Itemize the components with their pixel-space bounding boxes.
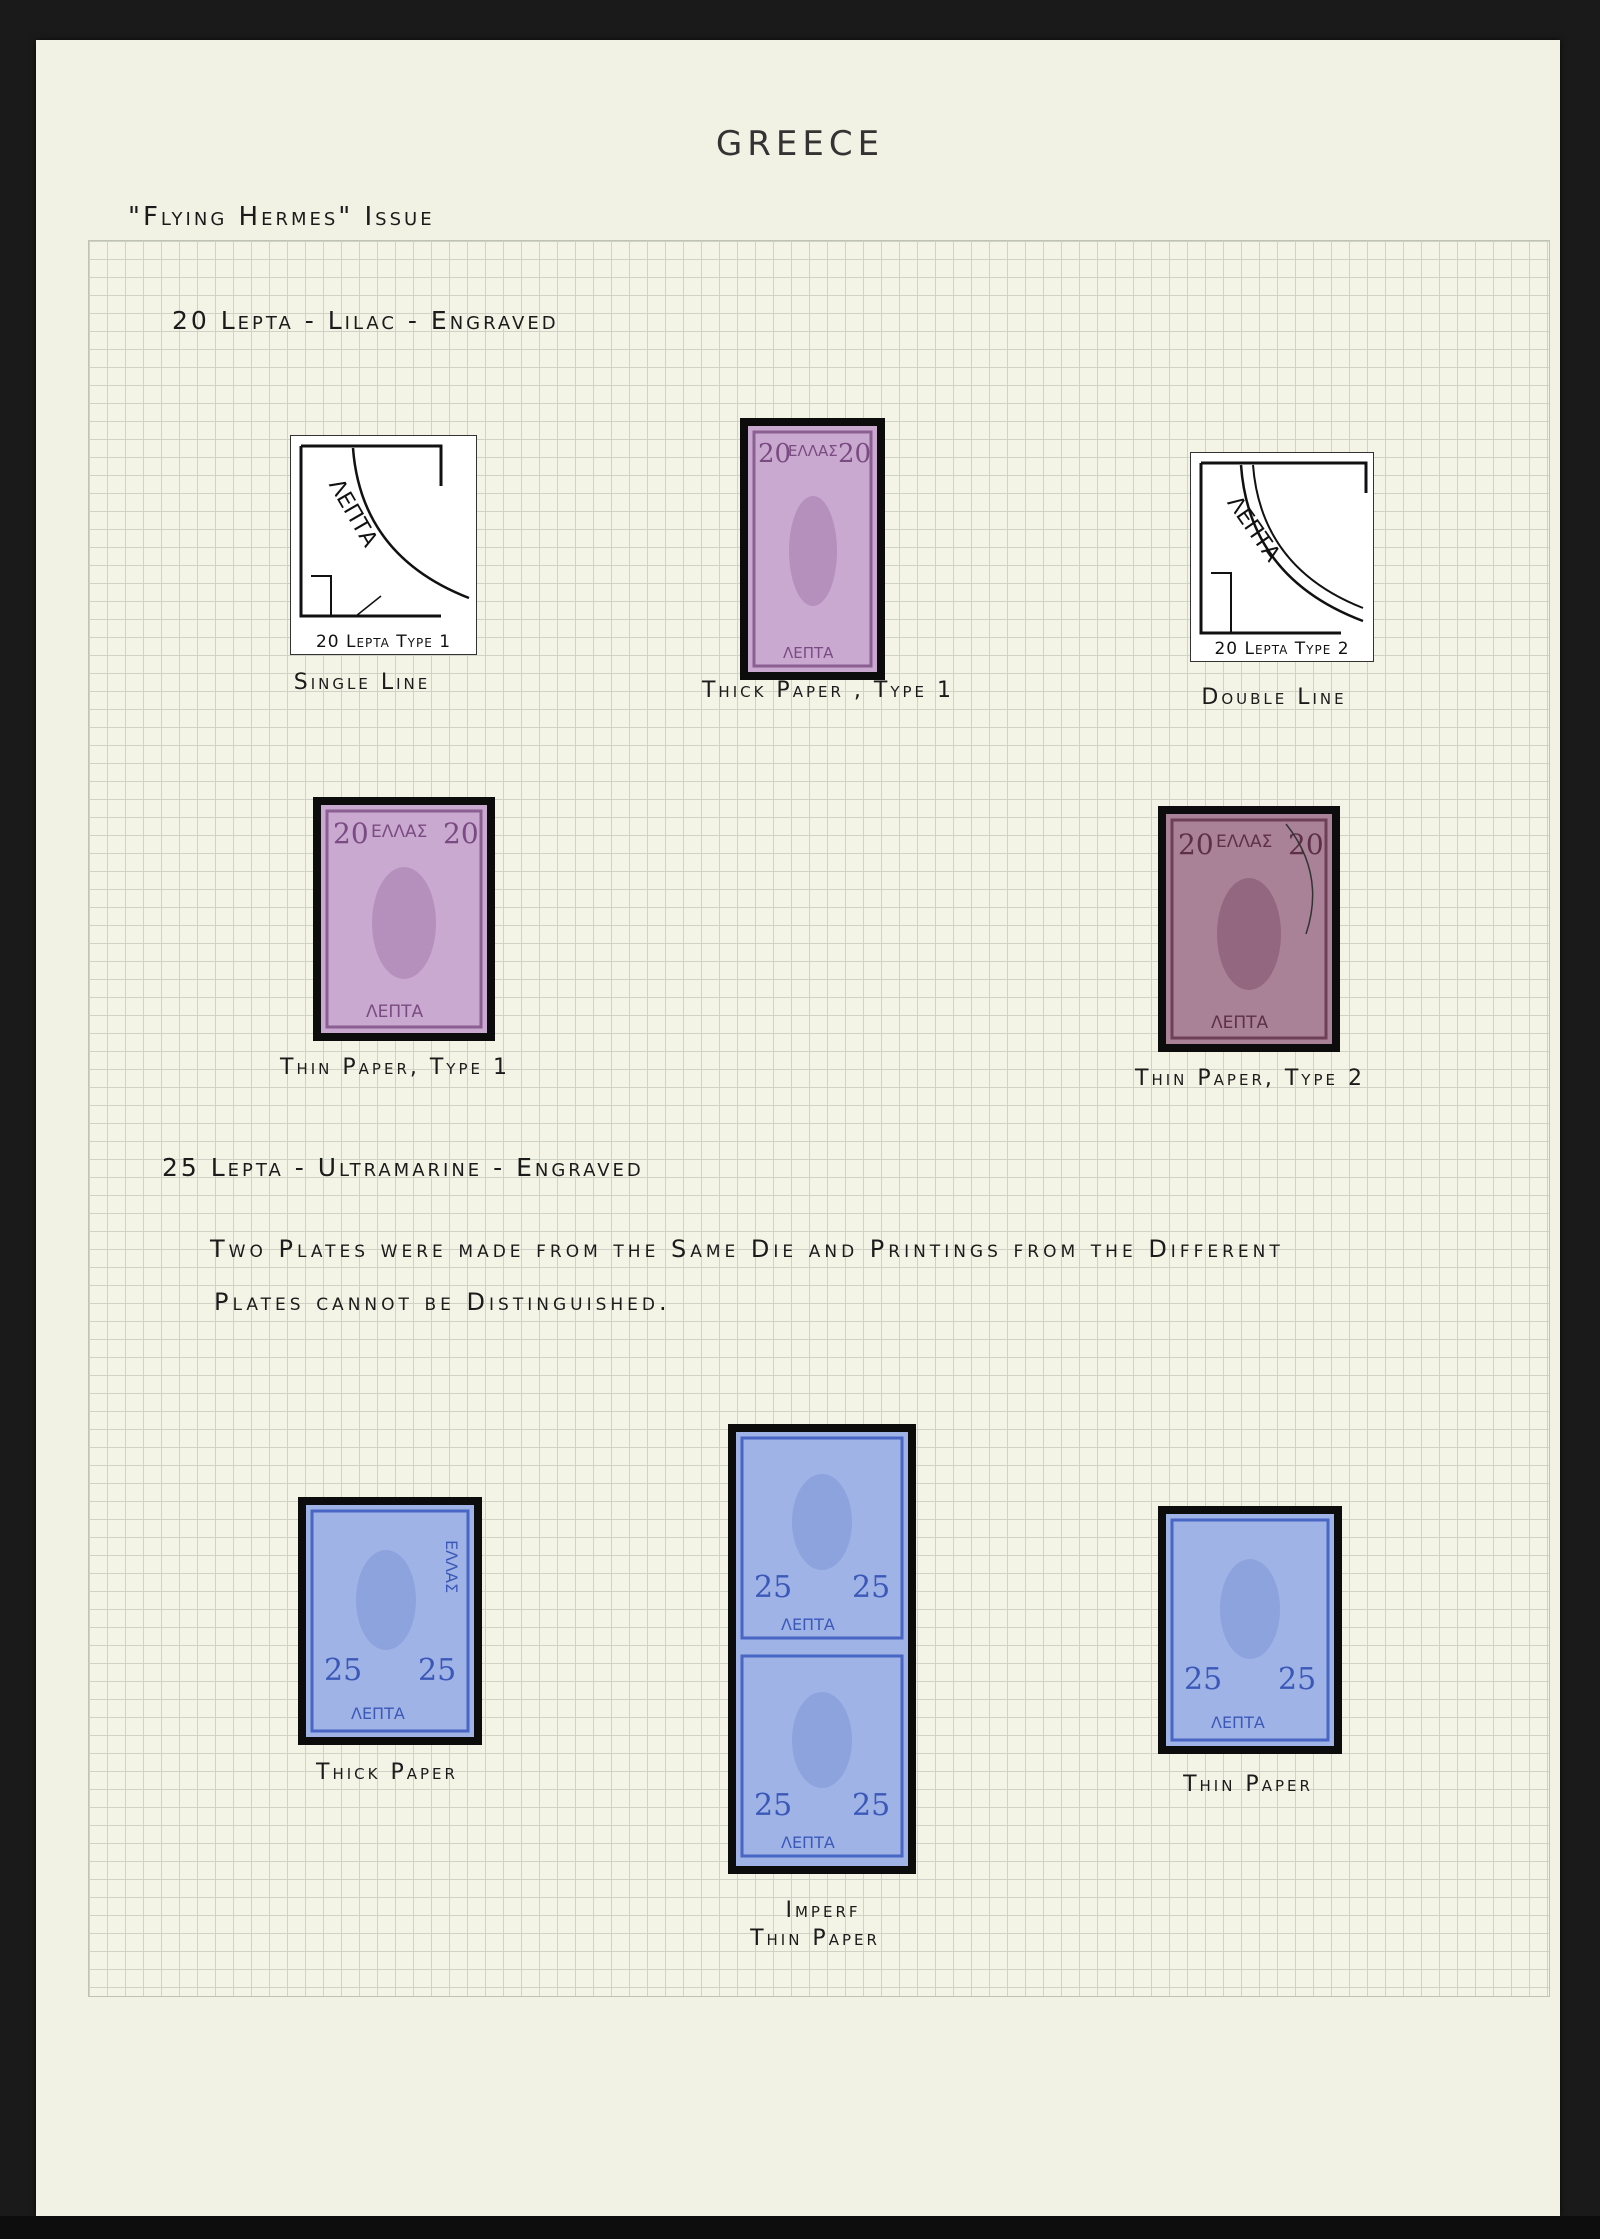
section-25-lepta-heading: 25 Lepta - Ultramarine - Engraved xyxy=(162,1153,644,1182)
caption-thick-paper: Thick Paper xyxy=(316,1760,458,1785)
note-line-2: Plates cannot be Distinguished. xyxy=(214,1288,671,1316)
svg-text:20: 20 xyxy=(838,439,872,469)
note-line-1: Two Plates were made from the Same Die and Printings from the Different xyxy=(210,1235,1284,1263)
stamp-25-lepta-thick xyxy=(306,1505,474,1737)
svg-text:25: 25 xyxy=(324,1653,363,1688)
page-bottom-shadow xyxy=(0,2216,1600,2239)
svg-text:25: 25 xyxy=(754,1570,793,1605)
svg-text:ΕΛΛΑΣ: ΕΛΛΑΣ xyxy=(788,442,838,460)
caption-imperf-thin-paper: Thin Paper xyxy=(750,1926,880,1951)
svg-text:20: 20 xyxy=(1178,828,1214,861)
type2-diagram xyxy=(1190,452,1374,662)
caption-thin-paper-type2: Thin Paper, Type 2 xyxy=(1135,1066,1365,1091)
stamp-mount-25-thick xyxy=(298,1497,482,1745)
svg-text:20: 20 xyxy=(1288,828,1324,861)
svg-text:20: 20 xyxy=(443,817,479,850)
svg-text:ΛΕΠΤΑ: ΛΕΠΤΑ xyxy=(781,1833,835,1852)
svg-text:20: 20 xyxy=(758,439,792,469)
svg-text:25: 25 xyxy=(1278,1662,1317,1697)
caption-thin-paper: Thin Paper xyxy=(1183,1772,1313,1797)
svg-text:25: 25 xyxy=(852,1570,891,1605)
svg-text:ΛΕΠΤΑ: ΛΕΠΤΑ xyxy=(323,474,382,552)
page-title: GREECE xyxy=(715,124,885,164)
caption-imperf: Imperf xyxy=(785,1898,861,1923)
stamp-mount-thick-type1 xyxy=(740,418,885,680)
stamp-20-lepta-thin-type1 xyxy=(321,805,487,1033)
diagram-label-type1: 20 Lepta Type 1 xyxy=(315,632,452,652)
stamp-mount-thin-type1 xyxy=(313,797,495,1041)
svg-text:25: 25 xyxy=(754,1788,793,1823)
stamp-mount-thin-type2 xyxy=(1158,806,1340,1052)
svg-text:ΛΕΠΤΑ: ΛΕΠΤΑ xyxy=(351,1704,405,1723)
svg-text:ΛΕΠΤΑ: ΛΕΠΤΑ xyxy=(783,644,834,662)
svg-text:ΕΛΛΑΣ: ΕΛΛΑΣ xyxy=(371,822,428,842)
svg-text:25: 25 xyxy=(1184,1662,1223,1697)
single-line-frame-diagram xyxy=(291,436,476,654)
type1-diagram xyxy=(290,435,477,655)
caption-thin-paper-type1: Thin Paper, Type 1 xyxy=(280,1055,510,1080)
section-20-lepta-heading: 20 Lepta - Lilac - Engraved xyxy=(172,306,559,335)
stamp-25-lepta-thin xyxy=(1166,1514,1334,1746)
stamp-20-lepta-thick-type1 xyxy=(748,426,877,672)
svg-text:20: 20 xyxy=(333,817,369,850)
issue-title: "Flying Hermes" Issue xyxy=(128,202,435,232)
svg-text:ΕΛΛΑΣ: ΕΛΛΑΣ xyxy=(1216,832,1273,852)
svg-text:25: 25 xyxy=(418,1653,457,1688)
svg-text:ΛΕΠΤΑ: ΛΕΠΤΑ xyxy=(781,1615,835,1634)
caption-thick-paper-type1: Thick Paper , Type 1 xyxy=(701,678,955,703)
svg-text:ΛΕΠΤΑ: ΛΕΠΤΑ xyxy=(1211,1013,1269,1033)
caption-double-line: Double Line xyxy=(1201,685,1347,710)
stamp-mount-25-imperf-pair xyxy=(728,1424,916,1874)
svg-text:25: 25 xyxy=(852,1788,891,1823)
svg-text:ΛΕΠΤΑ: ΛΕΠΤΑ xyxy=(1221,491,1285,567)
stamp-20-lepta-thin-type2 xyxy=(1166,814,1332,1044)
svg-text:ΛΕΠΤΑ: ΛΕΠΤΑ xyxy=(366,1002,424,1022)
svg-text:ΛΕΠΤΑ: ΛΕΠΤΑ xyxy=(1211,1713,1265,1732)
diagram-label-type2: 20 Lepta Type 2 xyxy=(1214,639,1350,659)
double-line-frame-diagram xyxy=(1191,453,1373,661)
svg-text:ΕΛΛΑΣ: ΕΛΛΑΣ xyxy=(442,1540,461,1594)
caption-single-line: Single Line xyxy=(293,670,431,695)
stamp-mount-25-thin xyxy=(1158,1506,1342,1754)
stamp-25-lepta-imperf-pair xyxy=(736,1432,908,1866)
